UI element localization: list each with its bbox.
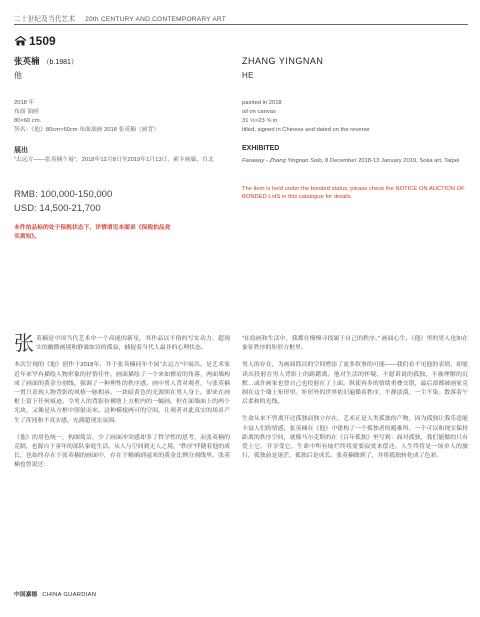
artist-name-en: ZHANG YINGNAN: [242, 56, 324, 66]
footer-en: CHINA GUARDIAN: [42, 592, 97, 598]
exhibited-text-cn: “去远方——张英楠个展”，2018年12月8日至2019年1月13日，索卡画廊，台北: [14, 157, 214, 163]
artwork-title-en: HE: [242, 71, 254, 80]
footer-cn: 中国嘉德: [14, 592, 38, 598]
lot-number: 1509: [29, 34, 56, 48]
essay-paragraph: 《他》的用色统一，构图简洁，少了画面冲突感却多了哲学性的思考，而张英楠的克制，也源自于童年的部队家庭生活，从人与空间到无人之境，“秩序”伴随着他的成长，也始终存在于张英楠的画面中，存在于精确到毫米的黄金比例分割线里。张英楠也曾说过：: [14, 434, 230, 469]
details-en: [242, 99, 370, 135]
essay-paragraph: “在绘画和生活中，我都在慢慢寻找属于自己的秩序。” 画面心生，《他》里的男人也如在象征秩序的矩形方框里。: [242, 336, 468, 352]
details-cn-line: 80×60 cm.: [14, 118, 42, 124]
details-en-line: 31 ½×23 ⅝ in: [242, 118, 278, 124]
artwork-title-cn: 他: [14, 71, 22, 80]
header-rule: [14, 24, 468, 25]
bonded-notice-cn: 本件拍品标的处于保税状态下，详情请见本图录《保税拍品竞买须知》。: [14, 225, 171, 240]
essay-paragraph: 本次呈现的《他》创作于2018年，并于张英楠同年个展“去远方”中展出。是艺术家近年来罕有描绘人物形象的抒情佳作。画面描绘了一个来如擦肩的角落，两面墙构成了画面的黄金分割线，强调了一种理性的秩序感。画中男人背对观者，与张英楠一贯只表现人物背影的风格一脉相承。一块暗黄色的光源照在男人身上。即来在画框上留下任何痕迹。令男人的背影仿佛堕上方框内的一幅画。但在面墙面上的两个光块，又像是从方框中照射而来。这种模棱两可的空间，让观者对此真实的场景产生了浑沌和不真实感，充满超现实氛围。: [14, 362, 230, 424]
essay-paragraph: 男人的存在，为画面简洁的空间增添了更多叙事的可能——我们看不见他的表情，却能读出投射在男人背影上的踌躇离。他对生活的怀疑、不愿诉说的孤独，不被理解的沉默…或许画家也曾自己也投射在了上面。纵使再多的情绪重叠交错，最后却都被画家克制在这个墙上矩形里。矩形外的世界依旧遍循着秩序、平静淡漠，一尘不染。散落着午后柔和的光线。: [242, 362, 468, 406]
drop-cap: 张: [14, 333, 34, 355]
details-cn-line: 布面 油画: [14, 109, 39, 115]
artist-years: （b.1981）: [42, 59, 78, 66]
exhibition-name: Faraway - Zhang Yingnan Solo,: [242, 158, 324, 164]
essay-text: 英楠是中国当代艺术中一个高能的新星。其作品以不俗的写实功力，超现实的幽微画境和静谧如诗的孤寂，捕捉着当代人最非的心理状态。: [36, 336, 230, 352]
essay-right-column: [242, 335, 468, 469]
artist-name-cn: [14, 55, 78, 67]
details-cn-line: 签名：《他》80cm×60cm 布面油画 2018 张英楠（画背）: [14, 127, 160, 133]
house-icon: [14, 36, 27, 46]
artist-cn-text: 张英楠: [14, 56, 40, 66]
header-cn: 二十世纪及当代艺术: [14, 16, 76, 23]
bonded-notice-en: The item is held under the bonded status, please check the NOTICE ON AUCTION OF BONDED LotS in this catalogue for details.: [242, 186, 465, 200]
estimate-usd: USD: 14,500-21,700: [14, 203, 101, 214]
exhibited-title-cn: 展出: [14, 147, 28, 154]
details-en-line: painted in 2018: [242, 100, 282, 106]
essay-paragraph: 生命从来不曾离开过孤独而独立存在，艺术正是人类孤独的产物，因为孤独让我乐意能丰富人们的情感，张英楠在《他》中建构了一个孤独者的避难所。一个可以和现实保持距离的秩序空间，就像马尔克斯的在《百年孤独》里写到：面对孤独，我们能做的只有爱上它，并享受它。生命中所有灿烂终将需要寂寞来偿还，人生终将是一场单人的旅行，孤独前是迷茫，孤独后是成长。张英楠做到了，并将孤独转化成了色彩。: [242, 416, 468, 460]
exhibited-title-en: EXHIBITED: [242, 145, 280, 152]
estimate-rmb: RMB: 100,000-150,000: [14, 189, 113, 200]
essay-paragraph: [14, 335, 230, 353]
essay-left-column: [14, 335, 230, 479]
header-en: 20th CENTURY AND CONTEMPORARY ART: [85, 16, 226, 23]
details-en-line: titled, signed in Chinese and dated on the reverse: [242, 127, 370, 133]
details-cn-line: 2018 年: [14, 100, 35, 106]
details-cn: [14, 99, 159, 135]
running-header: [14, 13, 226, 23]
page-footer: [14, 589, 96, 598]
exhibited-text-en: [242, 157, 467, 166]
exhibition-dates: 8 December 2018-13 January 2019, Soka art, Taipei: [323, 158, 460, 164]
lot-heading: [14, 34, 56, 48]
details-en-line: oil on canvas: [242, 109, 276, 115]
